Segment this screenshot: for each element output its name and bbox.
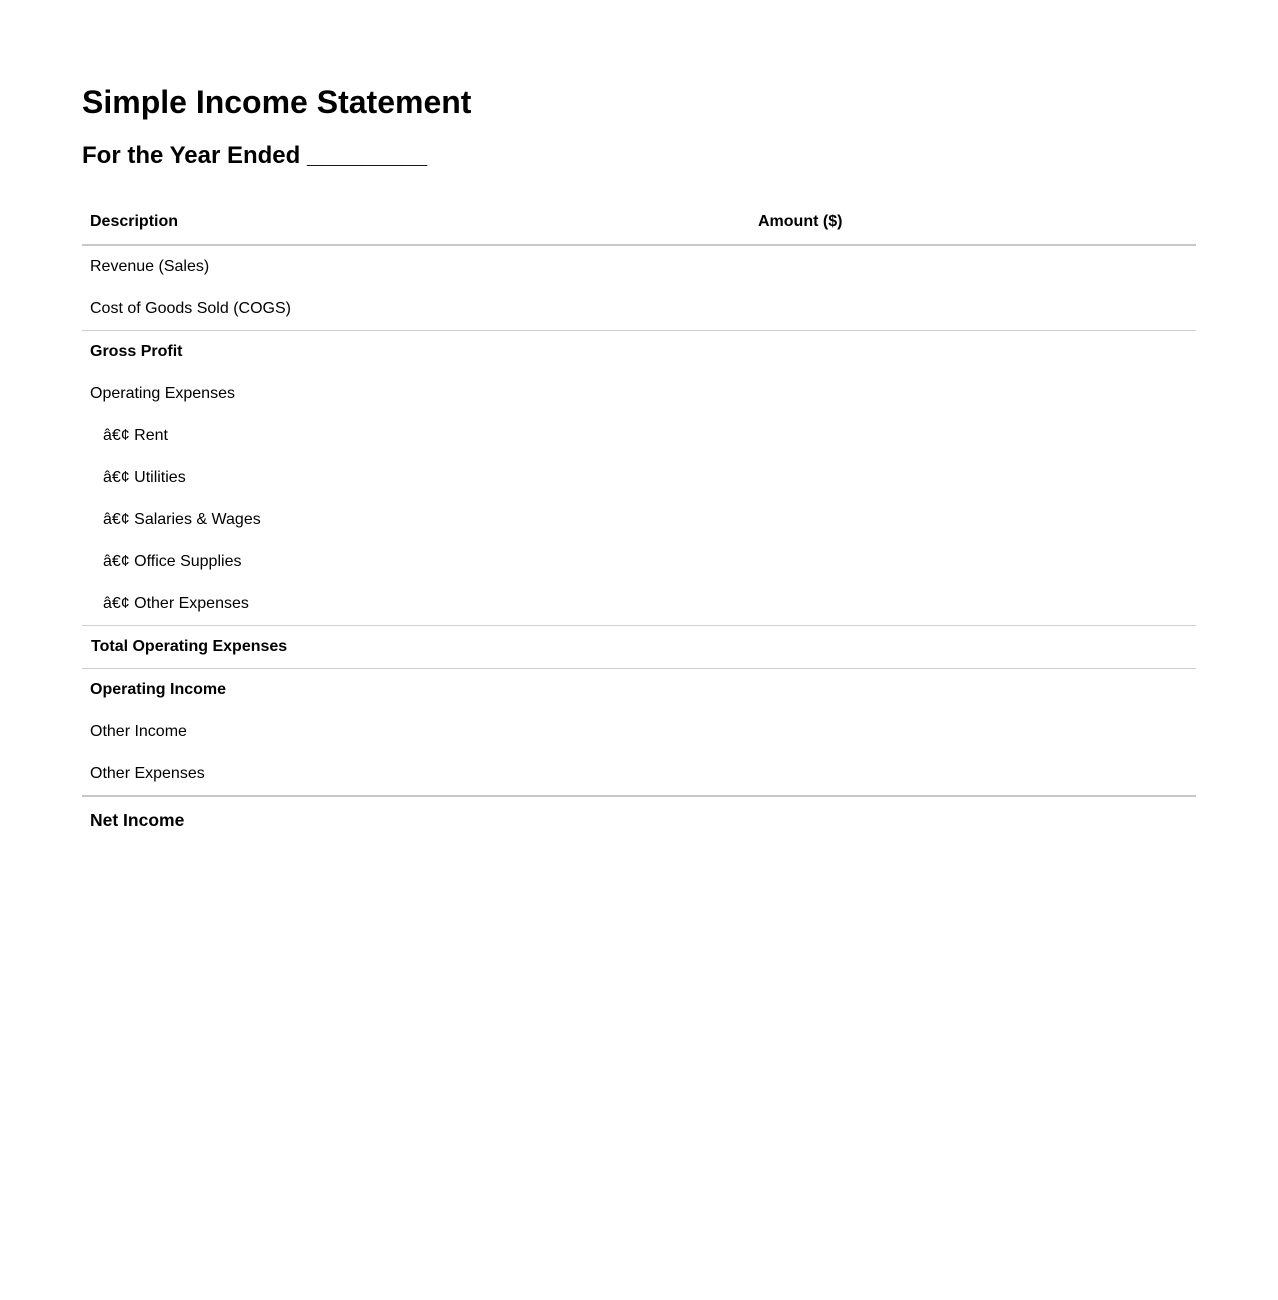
table-row-other-expenses (82, 753, 1196, 795)
row-description: Other Income (90, 723, 187, 740)
table-row-total-operating-expenses (82, 625, 1196, 668)
row-description: Total Operating Expenses (91, 638, 288, 655)
table-row-utilities (82, 457, 1196, 499)
header-description: Description (90, 213, 179, 230)
row-description: Gross Profit (90, 343, 183, 360)
header-amount: Amount ($) (758, 213, 843, 230)
table-row-other-expenses-sub (82, 583, 1196, 625)
row-description: Cost of Goods Sold (COGS) (90, 300, 291, 317)
row-description: Operating Expenses (90, 385, 235, 402)
table-row-salaries-wages (82, 499, 1196, 541)
page-title: Simple Income Statement (82, 84, 472, 120)
table-header-row (82, 200, 1196, 246)
table-row-office-supplies (82, 541, 1196, 583)
row-description: Operating Income (90, 681, 227, 698)
table-row-rent (82, 415, 1196, 457)
table-row-operating-expenses (82, 373, 1196, 415)
row-description: Revenue (Sales) (90, 258, 210, 275)
table-row-revenue (82, 246, 1196, 288)
table-row-operating-income (82, 668, 1196, 711)
row-description: â€¢ Utilities (103, 469, 186, 486)
row-description: Net Income (90, 810, 185, 830)
table-row-other-income (82, 711, 1196, 753)
row-description: Other Expenses (90, 765, 205, 782)
table-row-net-income (82, 795, 1196, 843)
row-description: â€¢ Rent (103, 427, 168, 444)
row-description: â€¢ Other Expenses (103, 595, 249, 612)
row-description: â€¢ Salaries & Wages (103, 511, 261, 528)
page-subtitle: For the Year Ended _________ (82, 142, 428, 169)
table-row-gross-profit (82, 330, 1196, 373)
row-description: â€¢ Office Supplies (103, 553, 242, 570)
table-row-cogs (82, 288, 1196, 330)
income-statement-table (82, 200, 1196, 843)
